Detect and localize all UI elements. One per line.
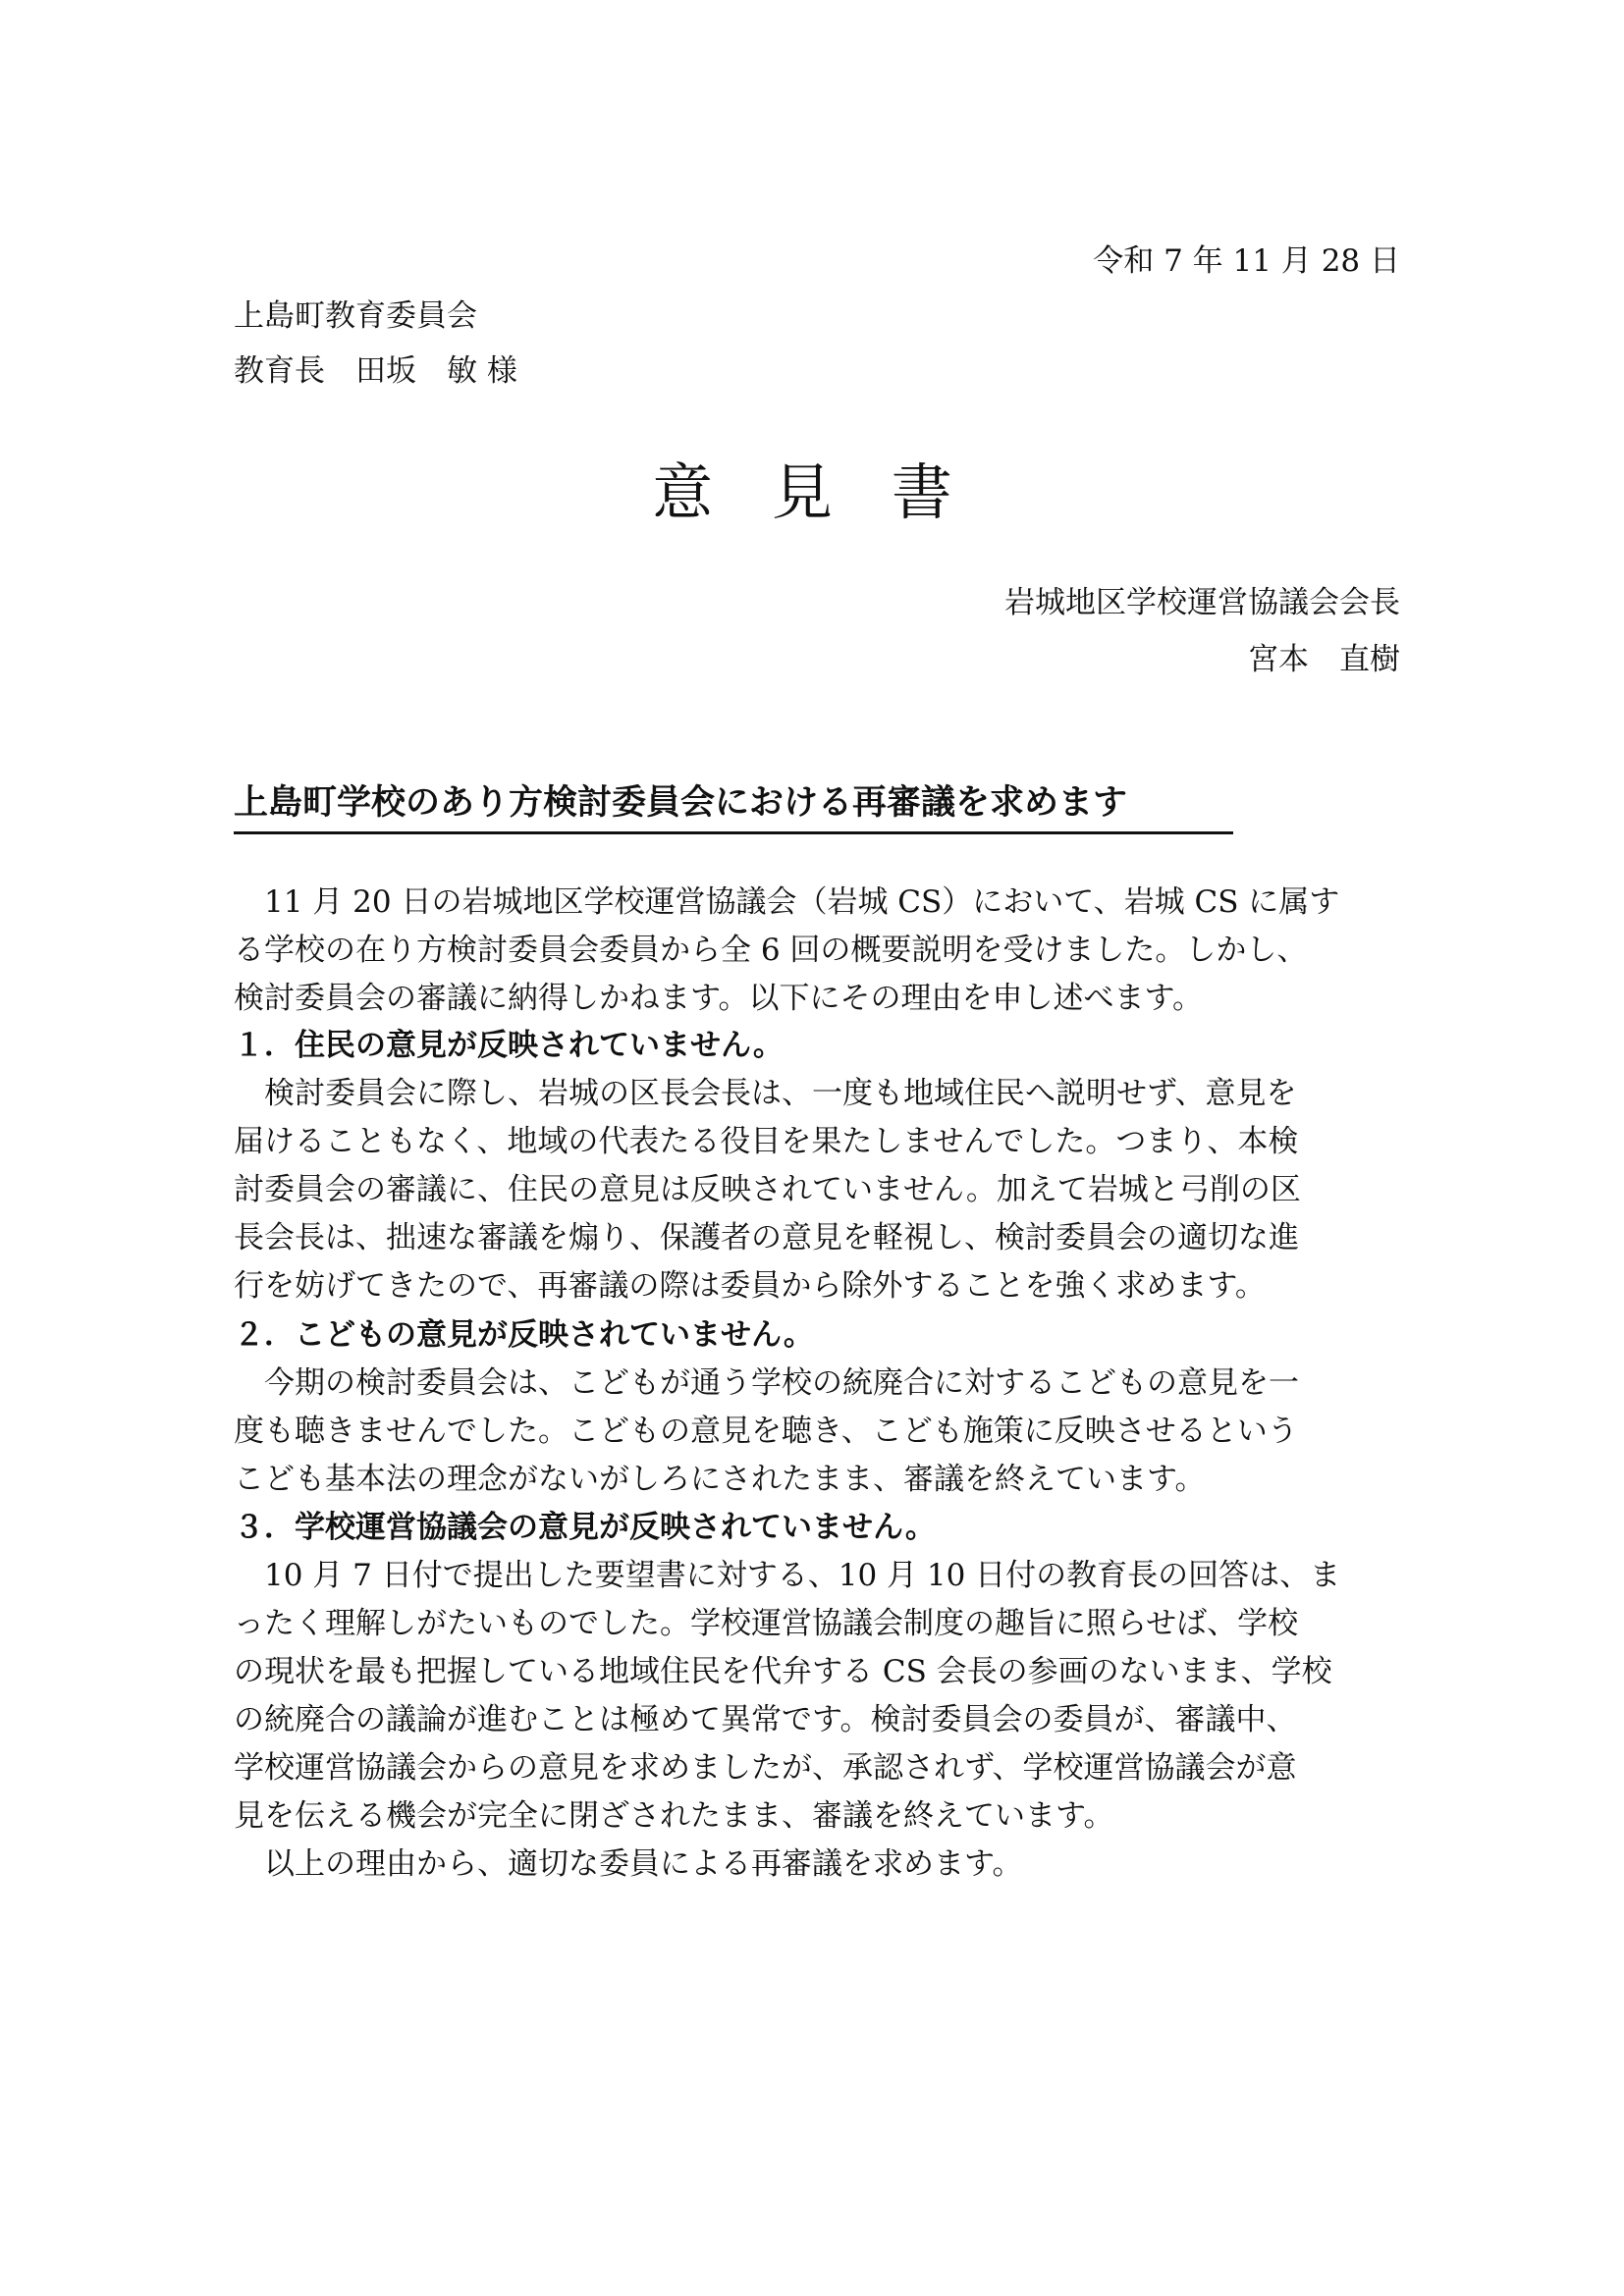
section-3-body xyxy=(234,1552,1402,1841)
intro-line: る学校の在り方検討委員会委員から全 6 回の概要説明を受けました。しかし、 xyxy=(234,933,1308,968)
section-3-line: 学校運営協議会からの意見を求めましたが、承認されず、学校運営協議会が意 xyxy=(234,1750,1297,1786)
section-1-line: 届けることもなく、地域の代表たる役目を果たしませんでした。つまり、本検 xyxy=(234,1124,1299,1159)
closing-paragraph xyxy=(234,1841,1402,1889)
intro-paragraph xyxy=(234,879,1402,1023)
section-1-line: 長会長は、拙速な審議を煽り、保護者の意見を軽視し、検討委員会の適切な進 xyxy=(234,1220,1299,1255)
section-1-body xyxy=(234,1070,1402,1310)
sender-organization: 岩城地区学校運営協議会会長 xyxy=(1004,585,1400,620)
section-3-line: 見を伝える機会が完全に閉ざされたまま、審議を終えています。 xyxy=(234,1798,1114,1834)
document-title: 意 見 書 xyxy=(652,456,972,528)
document-date: 令和 7 年 11 月 28 日 xyxy=(1093,243,1400,279)
section-1-line: 行を妨げてきたので、再審議の際は委員から除外することを強く求めます。 xyxy=(234,1268,1266,1304)
section-2-line: 度も聴きませんでした。こどもの意見を聴き、こども施策に反映させるという xyxy=(234,1414,1298,1449)
closing-line: 以上の理由から、適切な委員による再審議を求めます。 xyxy=(234,1846,1023,1882)
recipient-organization: 上島町教育委員会 xyxy=(234,298,477,334)
section-2-line: 今期の検討委員会は、こどもが通う学校の統廃合に対するこどもの意見を一 xyxy=(234,1365,1299,1401)
recipient-name: 教育長 田坂 敏 様 xyxy=(234,353,517,389)
section-2-line: こども基本法の理念がないがしろにされたまま、審議を終えています。 xyxy=(234,1462,1206,1497)
intro-line: 11 月 20 日の岩城地区学校運営協議会（岩城 CS）において、岩城 CS に属す xyxy=(234,884,1340,920)
section-1-line: 討委員会の審議に、住民の意見は反映されていません。加えて岩城と弓削の区 xyxy=(234,1172,1301,1207)
section-2-heading: ２．こどもの意見が反映されていません。 xyxy=(234,1317,814,1353)
sender-name: 宮本 直樹 xyxy=(1248,642,1400,677)
section-1-heading: １．住民の意見が反映されていません。 xyxy=(234,1028,784,1063)
section-3-line: の現状を最も把握している地域住民を代弁する CS 会長の参画のないまま、学校 xyxy=(234,1654,1332,1689)
section-3-line: ったく理解しがたいものでした。学校運営協議会制度の趣旨に照らせば、学校 xyxy=(234,1606,1299,1641)
section-2-body xyxy=(234,1360,1402,1504)
intro-line: 検討委員会の審議に納得しかねます。以下にその理由を申し述べます。 xyxy=(234,981,1204,1016)
section-3-heading: ３．学校運営協議会の意見が反映されていません。 xyxy=(234,1510,936,1545)
section-3-line: の統廃合の議論が進むことは極めて異常です。検討委員会の委員が、審議中、 xyxy=(234,1702,1297,1737)
section-1-line: 検討委員会に際し、岩城の区長会長は、一度も地域住民へ説明せず、意見を xyxy=(234,1076,1297,1111)
section-3-line: 10 月 7 日付で提出した要望書に対する、10 月 10 日付の教育長の回答は、ま xyxy=(234,1558,1341,1593)
subject-heading: 上島町学校のあり方検討委員会における再審議を求めます xyxy=(234,778,1233,834)
